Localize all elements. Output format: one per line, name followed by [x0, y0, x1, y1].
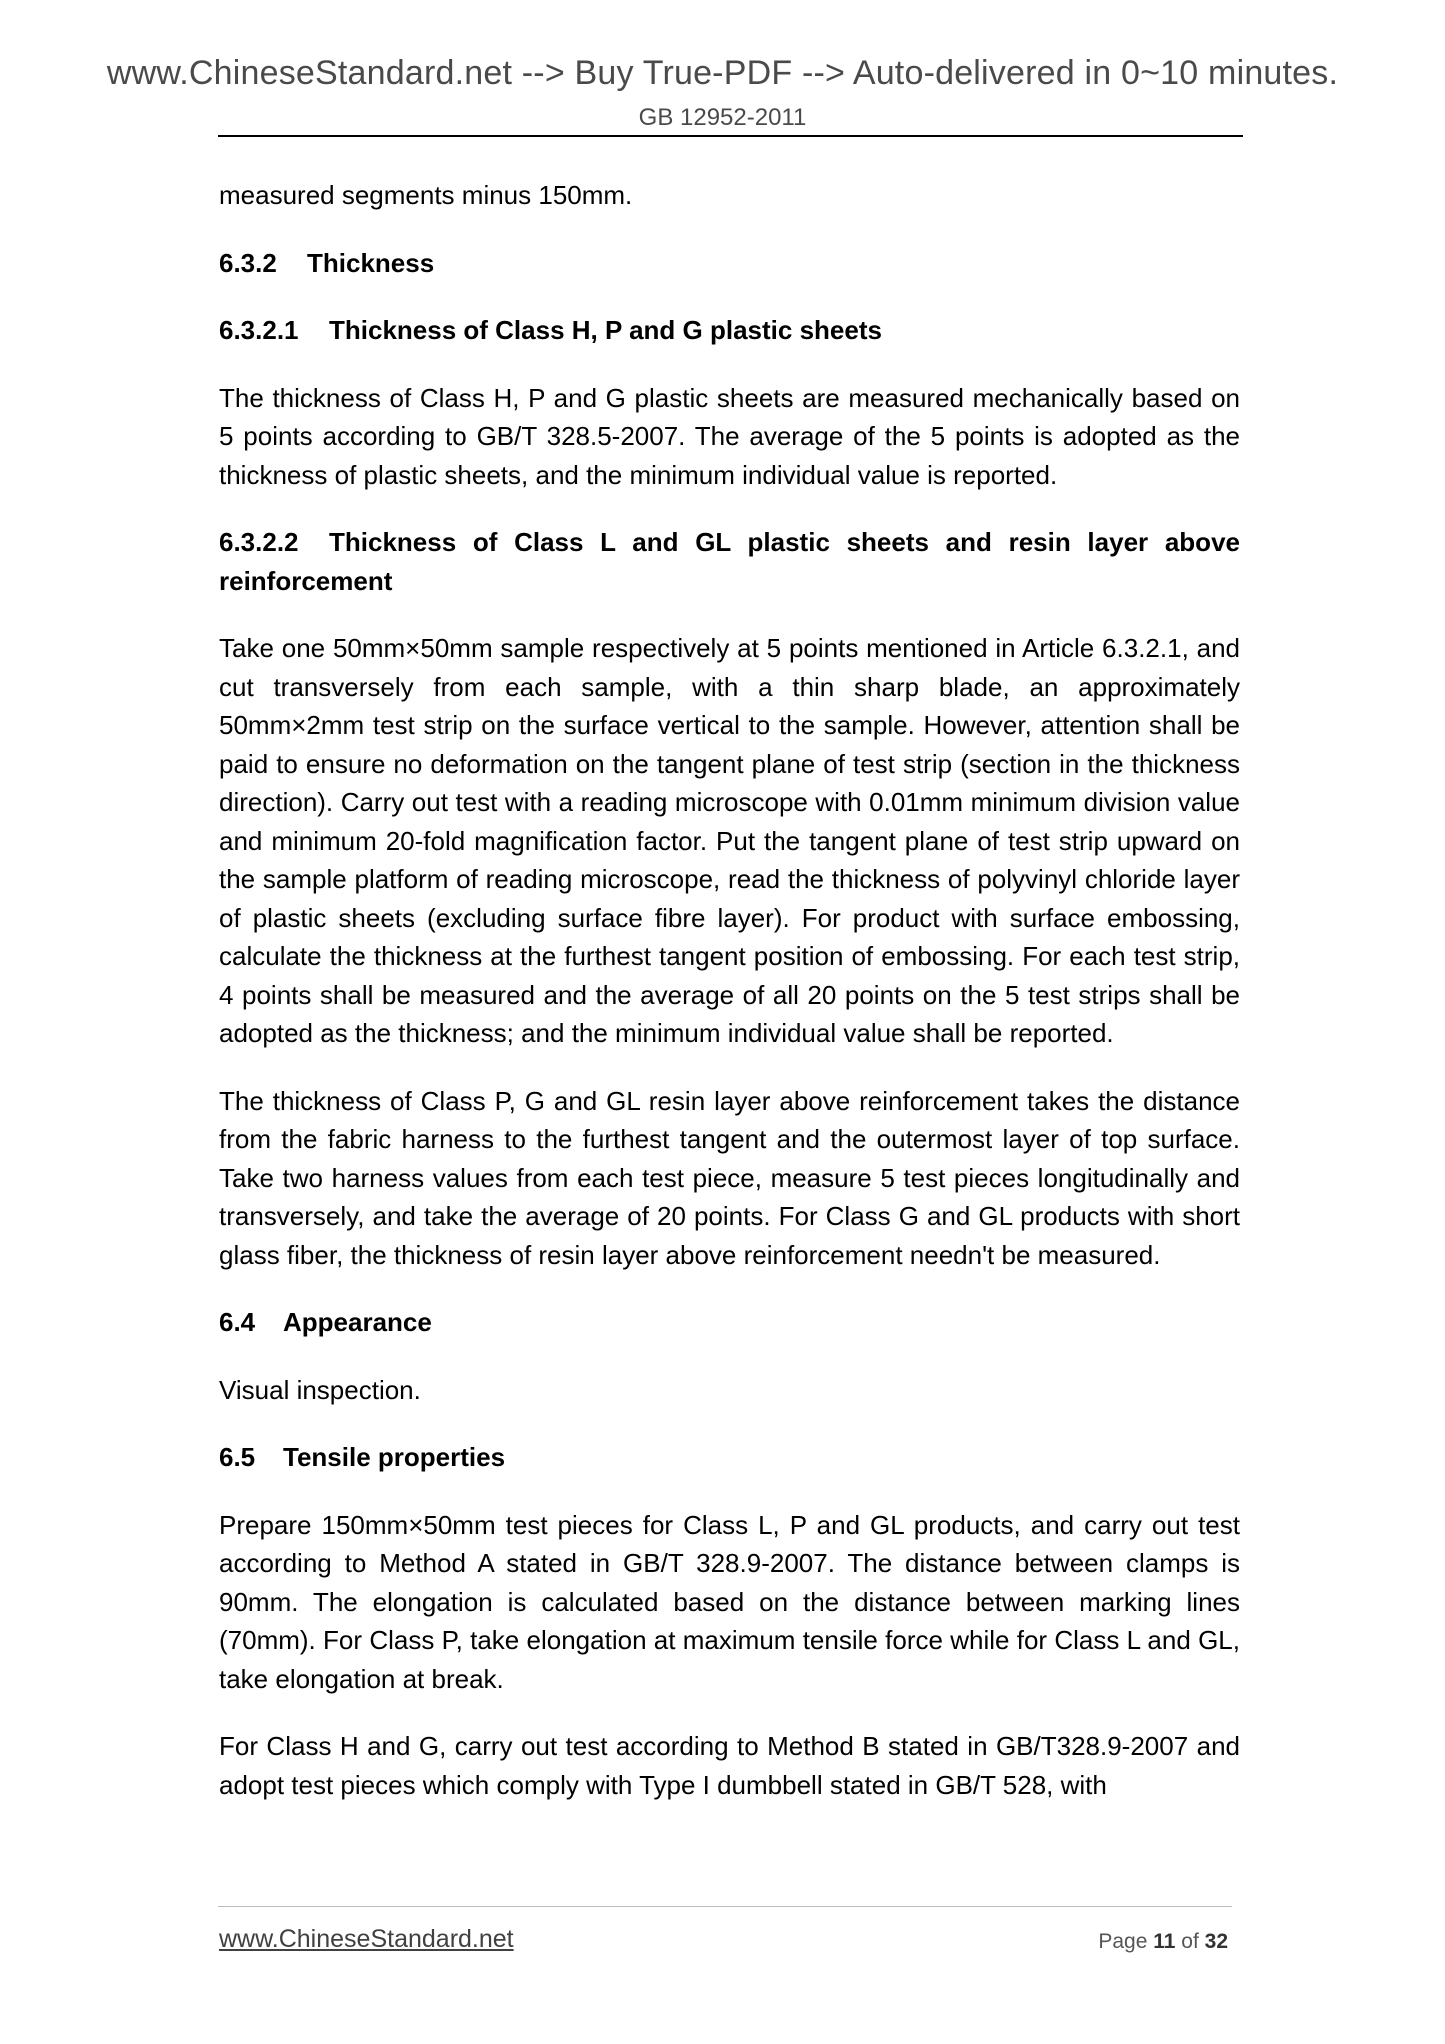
- paragraph-6-3-2-2-a: Take one 50mm×50mm sample respectively at 5 points mentioned in Article 6.3.2.1, and cut transversely from each sample, with a thin sharp blade, an approximately 50mm×2mm test strip on the surface vertical to the sample. However, attention shall be paid to ensure no deformation on the tangent plane of test strip (section in the thickness direction). Carry out test with a reading microscope with 0.01mm minimum division value and minimum 20-fold magnification factor. Put the tangent plane of test strip upward on the sample platform of reading microscope, read the thickness of polyvinyl chloride layer of plastic sheets (excluding surface fibre layer). For product with surface embossing, calculate the thickness at the furthest tangent position of embossing. For each test strip, 4 points shall be measured and the average of all 20 points on the 5 test strips shall be adopted as the thickness; and the minimum individual value shall be reported.: [219, 633, 1240, 1048]
- paragraph-6-5-b: For Class H and G, carry out test according to Method B stated in GB/T328.9-2007 and adopt test pieces which comply with Type I dumbbell stated in GB/T 528, with: [219, 1731, 1240, 1800]
- paragraph-intro: measured segments minus 150mm.: [219, 180, 633, 210]
- header-banner[interactable]: www.ChineseStandard.net --> Buy True-PDF --> Auto-delivered in 0~10 minutes.: [106, 54, 1339, 92]
- page-of: of: [1181, 1930, 1199, 1953]
- document-body: [219, 176, 1240, 1833]
- footer-site-link[interactable]: www.ChineseStandard.net: [219, 1925, 514, 1953]
- heading-number: 6.4: [219, 1307, 256, 1337]
- page-total: 32: [1204, 1930, 1228, 1953]
- heading-title: Thickness of Class H, P and G plastic sheets: [329, 315, 882, 345]
- heading-title: Thickness of Class L and GL plastic sheets and resin layer above reinforcement: [219, 527, 1240, 596]
- heading-number: 6.3.2.2: [219, 527, 299, 557]
- page-word: Page: [1098, 1930, 1148, 1953]
- heading-6-3-2-2: [219, 523, 1240, 600]
- heading-6-3-2-1: [219, 311, 1240, 350]
- page-indicator: [1098, 1930, 1228, 1954]
- heading-number: 6.3.2: [219, 247, 277, 278]
- heading-6-3-2: [219, 244, 1240, 283]
- heading-6-4: [219, 1303, 1240, 1342]
- heading-number: 6.5: [219, 1442, 256, 1472]
- heading-number: 6.3.2.1: [219, 315, 299, 345]
- heading-title: Thickness: [307, 247, 435, 278]
- paragraph-6-3-2-1: The thickness of Class H, P and G plastic sheets are measured mechanically based on 5 points according to GB/T 328.5-2007. The average of the 5 points is adopted as the thickness of plastic sheets, and the minimum individual value is reported.: [219, 382, 1240, 490]
- footer-divider: [218, 1906, 1232, 1907]
- paragraph-6-4: Visual inspection.: [219, 1374, 421, 1405]
- header-divider: [218, 135, 1243, 137]
- paragraph-6-5-a: Prepare 150mm×50mm test pieces for Class L, P and GL products, and carry out test according to Method A stated in GB/T 328.9-2007. The distance between clamps is 90mm. The elongation is calculated based on the distance between marking lines (70mm). For Class P, take elongation at maximum tensile force while for Class L and GL, take elongation at break.: [219, 1509, 1240, 1694]
- heading-title: Appearance: [283, 1307, 432, 1337]
- heading-title: Tensile properties: [283, 1442, 506, 1472]
- heading-6-5: [219, 1438, 1240, 1477]
- standard-code: GB 12952-2011: [638, 104, 807, 131]
- paragraph-6-3-2-2-b: The thickness of Class P, G and GL resin layer above reinforcement takes the distance from the fabric harness to the furthest tangent and the outermost layer of top surface. Take two harness values from each test piece, measure 5 test pieces longitudinally and transversely, and take the average of 20 points. For Class G and GL products with short glass fiber, the thickness of resin layer above reinforcement needn't be measured.: [219, 1085, 1240, 1270]
- page-current: 11: [1153, 1930, 1176, 1953]
